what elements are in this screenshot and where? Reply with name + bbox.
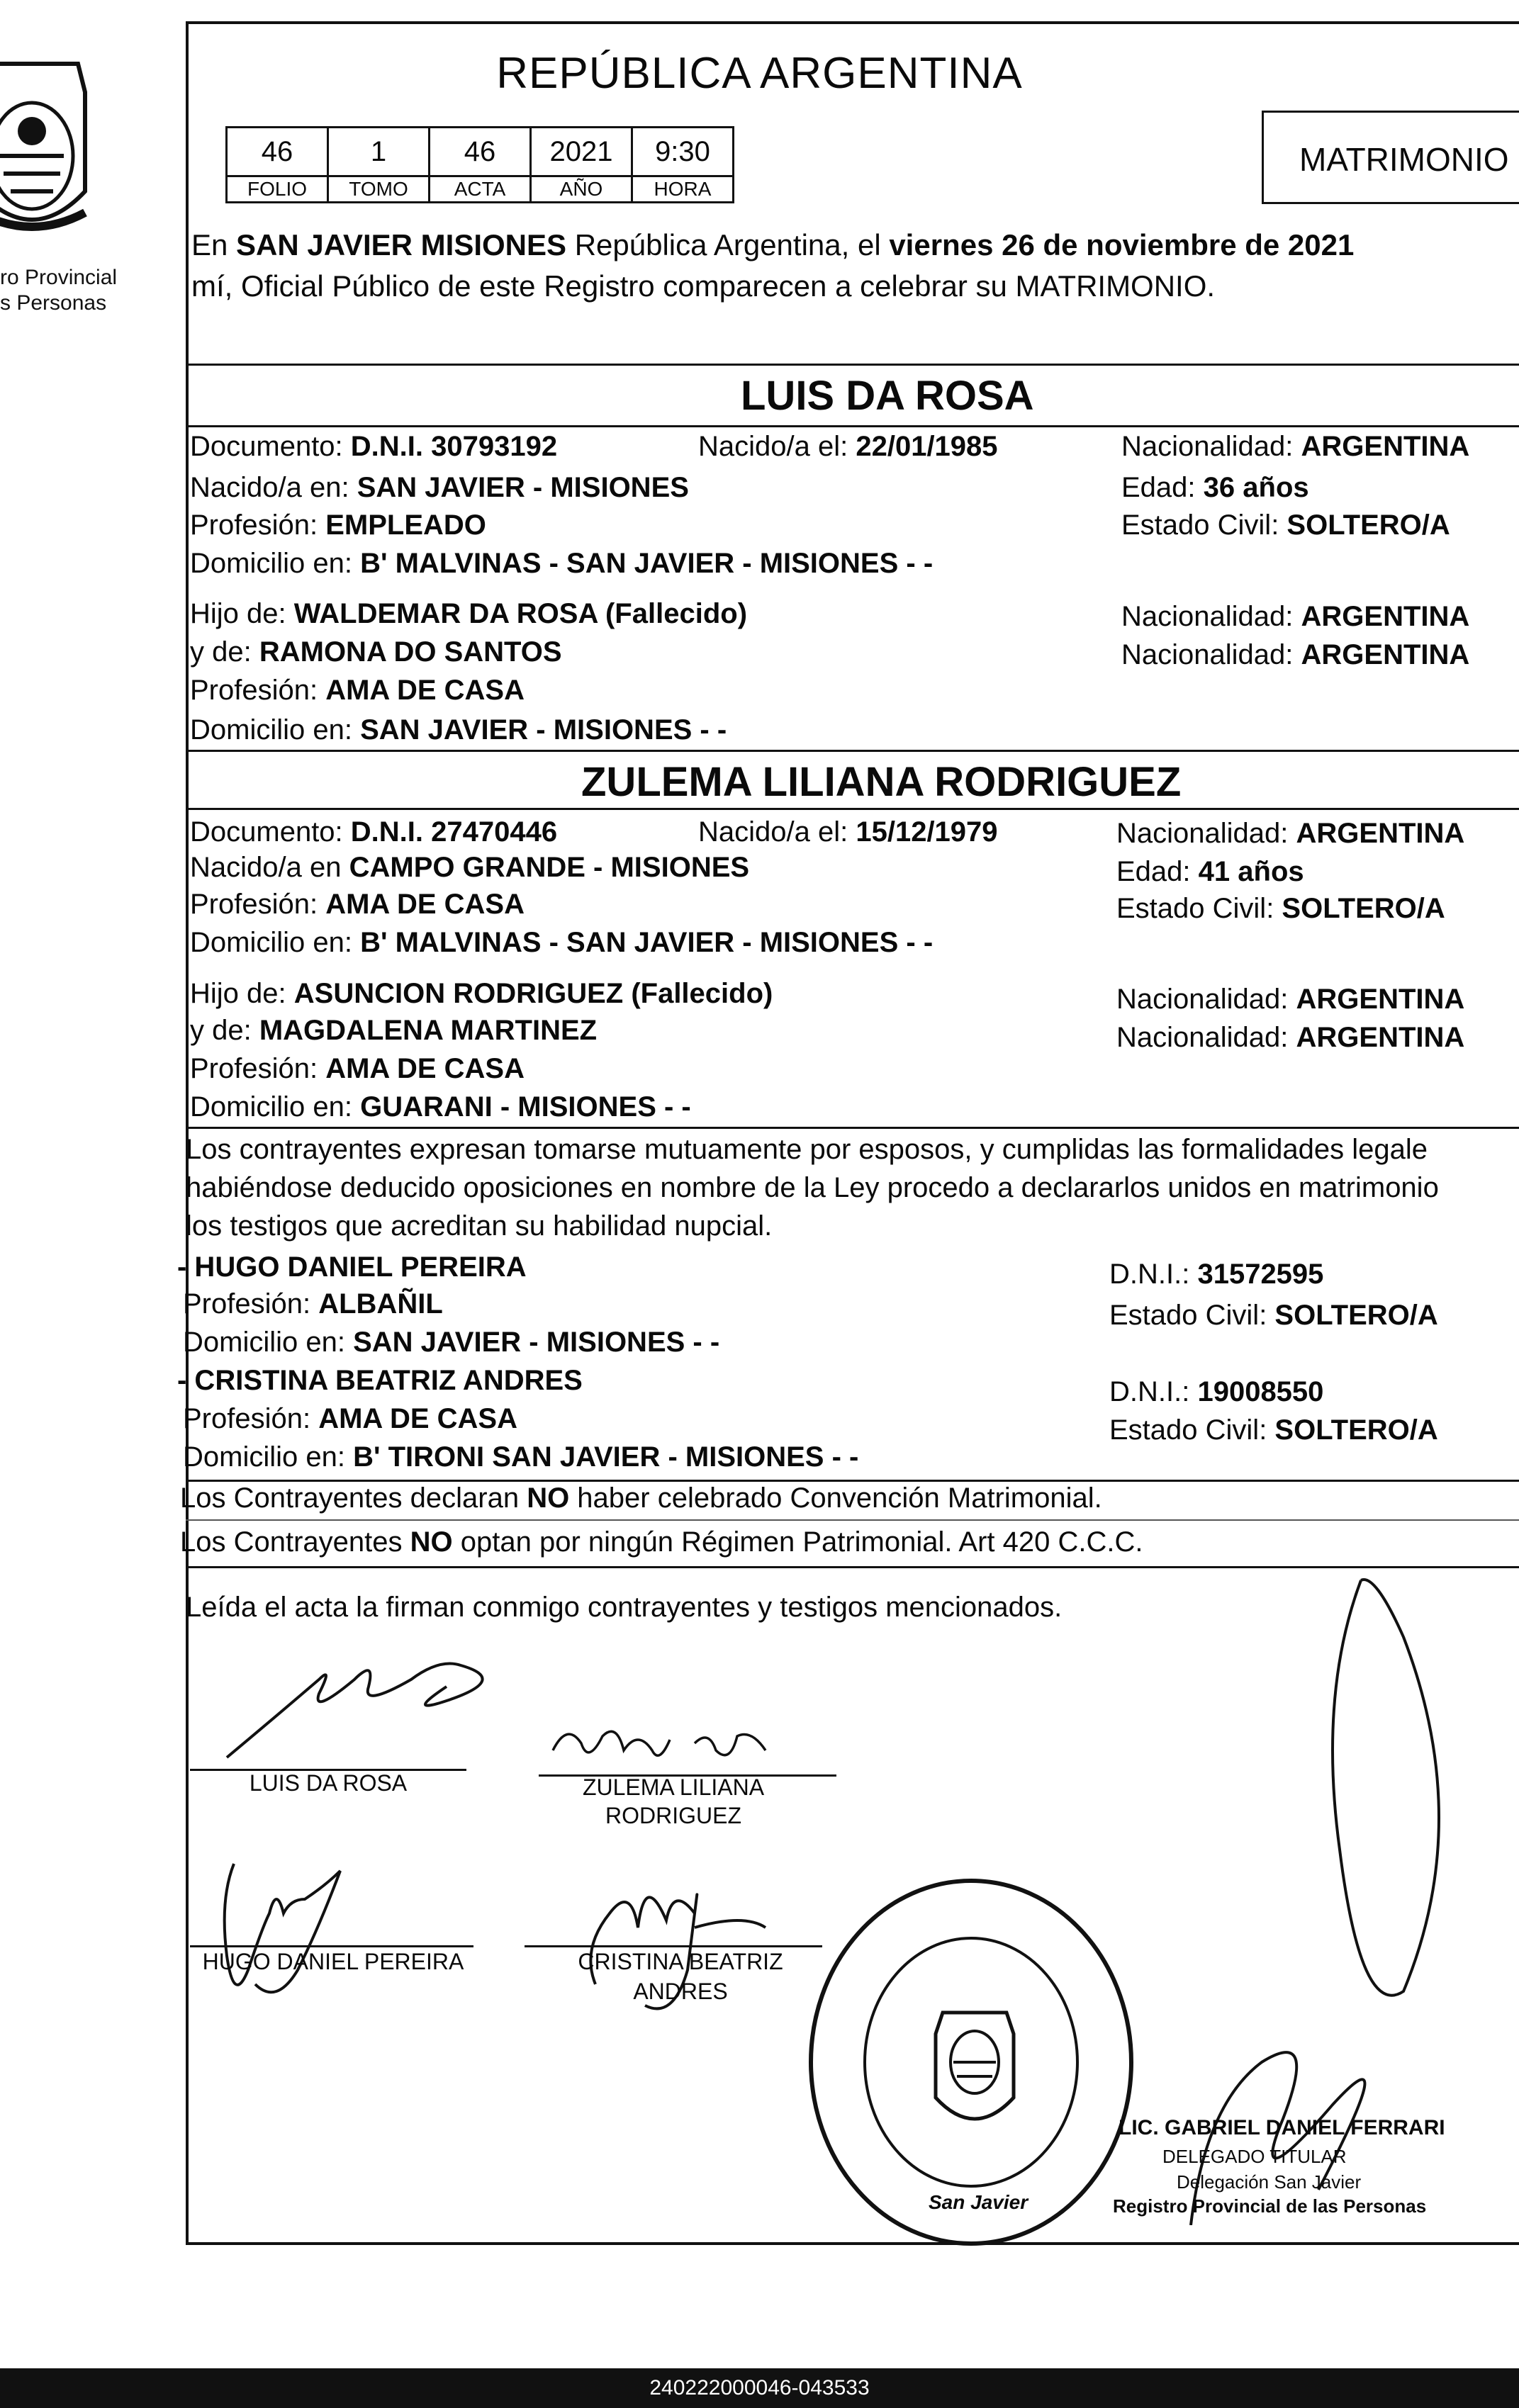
witness2-profession: Profesión: AMA DE CASA	[183, 1403, 517, 1434]
signature-label-zulema-2: RODRIGUEZ	[605, 1803, 741, 1828]
spouse1-name: LUIS DA ROSA	[741, 373, 1034, 419]
page-title: REPÚBLICA ARGENTINA	[496, 49, 1023, 98]
spouse1-birthplace: Nacido/a en: SAN JAVIER - MISIONES	[190, 472, 689, 503]
acta-value: 46	[430, 128, 531, 176]
folio-label: FOLIO	[227, 176, 328, 203]
witness1-civil-status: Estado Civil: SOLTERO/A	[1109, 1300, 1438, 1331]
spouse2-father: Hijo de: ASUNCION RODRIGUEZ (Fallecido)	[190, 978, 773, 1009]
official-stamp-registry: Registro Provincial de las Personas	[1113, 2195, 1427, 2217]
spouse1-parent-profession: Profesión: AMA DE CASA	[190, 675, 525, 706]
witness2-civil-status: Estado Civil: SOLTERO/A	[1109, 1414, 1438, 1446]
signature-label-hugo: HUGO DANIEL PEREIRA	[202, 1949, 464, 1974]
witness1-name: - HUGO DANIEL PEREIRA	[177, 1251, 527, 1283]
spouse1-nationality: Nacionalidad: ARGENTINA	[1121, 431, 1470, 462]
spouse2-address: Domicilio en: B' MALVINAS - SAN JAVIER - MISIONES - -	[190, 927, 934, 958]
signature-label-zulema-1: ZULEMA LILIANA	[582, 1774, 765, 1800]
divider	[186, 1519, 1519, 1521]
declaration-line-1: Los contrayentes expresan tomarse mutuamente por esposos, y cumplidas las formalidades legale	[186, 1134, 1428, 1165]
signature-hugo-icon	[198, 1842, 383, 2027]
convention-line-2: Los Contrayentes NO optan por ningún Régimen Patrimonial. Art 420 C.C.C.	[180, 1526, 1143, 1558]
intro-line-1	[191, 228, 1354, 262]
spouse2-parent-address: Domicilio en: GUARANI - MISIONES - -	[190, 1091, 691, 1123]
tomo-value: 1	[328, 128, 430, 176]
seal-bottom-text: San Javier	[929, 2191, 1028, 2213]
official-stamp-title: DELEGADO TITULAR	[1162, 2146, 1347, 2167]
spouse1-civil-status: Estado Civil: SOLTERO/A	[1121, 510, 1450, 541]
logo-caption-line2: s Personas	[0, 291, 107, 315]
declaration-line-3: los testigos que acreditan su habilidad nupcial.	[186, 1210, 773, 1242]
acta-label: ACTA	[430, 176, 531, 203]
official-stamp-name: LIC. GABRIEL DANIEL FERRARI	[1119, 2116, 1445, 2139]
intro-place: SAN JAVIER MISIONES	[236, 228, 567, 261]
witness2-name: - CRISTINA BEATRIZ ANDRES	[177, 1365, 583, 1396]
witness2-dni: D.N.I.: 19008550	[1109, 1376, 1324, 1407]
intro-date: viernes 26 de noviembre de 2021	[889, 228, 1355, 261]
witness1-profession: Profesión: ALBAÑIL	[183, 1288, 443, 1320]
hour-value: 9:30	[632, 128, 734, 176]
official-stamp-office: Delegación San Javier	[1177, 2171, 1362, 2193]
spouse2-mother: y de: MAGDALENA MARTINEZ	[190, 1015, 598, 1046]
spouse2-birthdate: Nacido/a el: 15/12/1979	[698, 816, 998, 848]
spouse1-parent-address: Domicilio en: SAN JAVIER - MISIONES - -	[190, 714, 727, 746]
spouse1-age: Edad: 36 años	[1121, 472, 1309, 503]
spouse2-parent-profession: Profesión: AMA DE CASA	[190, 1053, 525, 1084]
spouse2-document: Documento: D.N.I. 27470446	[190, 816, 558, 848]
spouse2-name: ZULEMA LILIANA RODRIGUEZ	[581, 759, 1182, 805]
intro-prefix: En	[191, 228, 237, 261]
signature-label-cristina-2: ANDRES	[633, 1979, 728, 2004]
intro-mid: República Argentina, el	[566, 228, 890, 261]
spouse1-birthdate: Nacido/a el: 22/01/1985	[698, 431, 998, 462]
spouse1-father: Hijo de: WALDEMAR DA ROSA (Fallecido)	[190, 598, 748, 629]
year-label: AÑO	[531, 176, 632, 203]
divider	[186, 808, 1519, 810]
signature-luis-da-rosa-icon	[213, 1637, 539, 1779]
witness1-dni: D.N.I.: 31572595	[1109, 1259, 1324, 1290]
record-number-table	[225, 126, 734, 203]
document-code-bar: 240222000046-043533	[0, 2368, 1519, 2408]
divider	[186, 1127, 1519, 1129]
spouse2-father-nationality: Nacionalidad: ARGENTINA	[1116, 984, 1465, 1015]
convention-line-1: Los Contrayentes declaran NO haber celebrado Convención Matrimonial.	[180, 1483, 1102, 1514]
witness2-address: Domicilio en: B' TIRONI SAN JAVIER - MISIONES - -	[183, 1441, 859, 1473]
spouse1-father-nationality: Nacionalidad: ARGENTINA	[1121, 601, 1470, 632]
folio-value: 46	[227, 128, 328, 176]
divider	[186, 425, 1519, 427]
spouse2-civil-status: Estado Civil: SOLTERO/A	[1116, 893, 1445, 924]
spouse2-age: Edad: 41 años	[1116, 856, 1304, 887]
spouse2-nationality: Nacionalidad: ARGENTINA	[1116, 818, 1465, 849]
witness1-address: Domicilio en: SAN JAVIER - MISIONES - -	[183, 1327, 720, 1358]
spouse2-birthplace: Nacido/a en CAMPO GRANDE - MISIONES	[190, 852, 750, 883]
intro-line-2: mí, Oficial Público de este Registro comparecen a celebrar su MATRIMONIO.	[191, 269, 1216, 303]
signature-zulema-icon	[539, 1708, 794, 1779]
divider	[186, 364, 1519, 366]
year-value: 2021	[531, 128, 632, 176]
logo-caption-line1: ro Provincial	[0, 266, 118, 289]
hour-label: HORA	[632, 176, 734, 203]
spouse1-document: Documento: D.N.I. 30793192	[190, 431, 558, 462]
spouse1-address: Domicilio en: B' MALVINAS - SAN JAVIER - MISIONES - -	[190, 548, 934, 579]
signature-label-cristina-1: CRISTINA BEATRIZ	[578, 1949, 783, 1974]
closing-text: Leída el acta la firman conmigo contrayentes y testigos mencionados.	[186, 1592, 1063, 1623]
spouse1-mother-nationality: Nacionalidad: ARGENTINA	[1121, 639, 1470, 670]
record-type-box: MATRIMONIO	[1262, 111, 1519, 204]
spouse2-mother-nationality: Nacionalidad: ARGENTINA	[1116, 1022, 1465, 1053]
divider	[186, 750, 1519, 752]
tomo-label: TOMO	[328, 176, 430, 203]
spouse2-profession: Profesión: AMA DE CASA	[190, 889, 525, 920]
signature-label-luis: LUIS DA ROSA	[249, 1770, 408, 1796]
declaration-line-2: habiéndose deducido oposiciones en nombre de la Ley procedo a declararlos unidos en matrimonio	[186, 1172, 1439, 1203]
spouse1-mother: y de: RAMONA DO SANTOS	[190, 636, 562, 668]
spouse1-profession: Profesión: EMPLEADO	[190, 510, 486, 541]
